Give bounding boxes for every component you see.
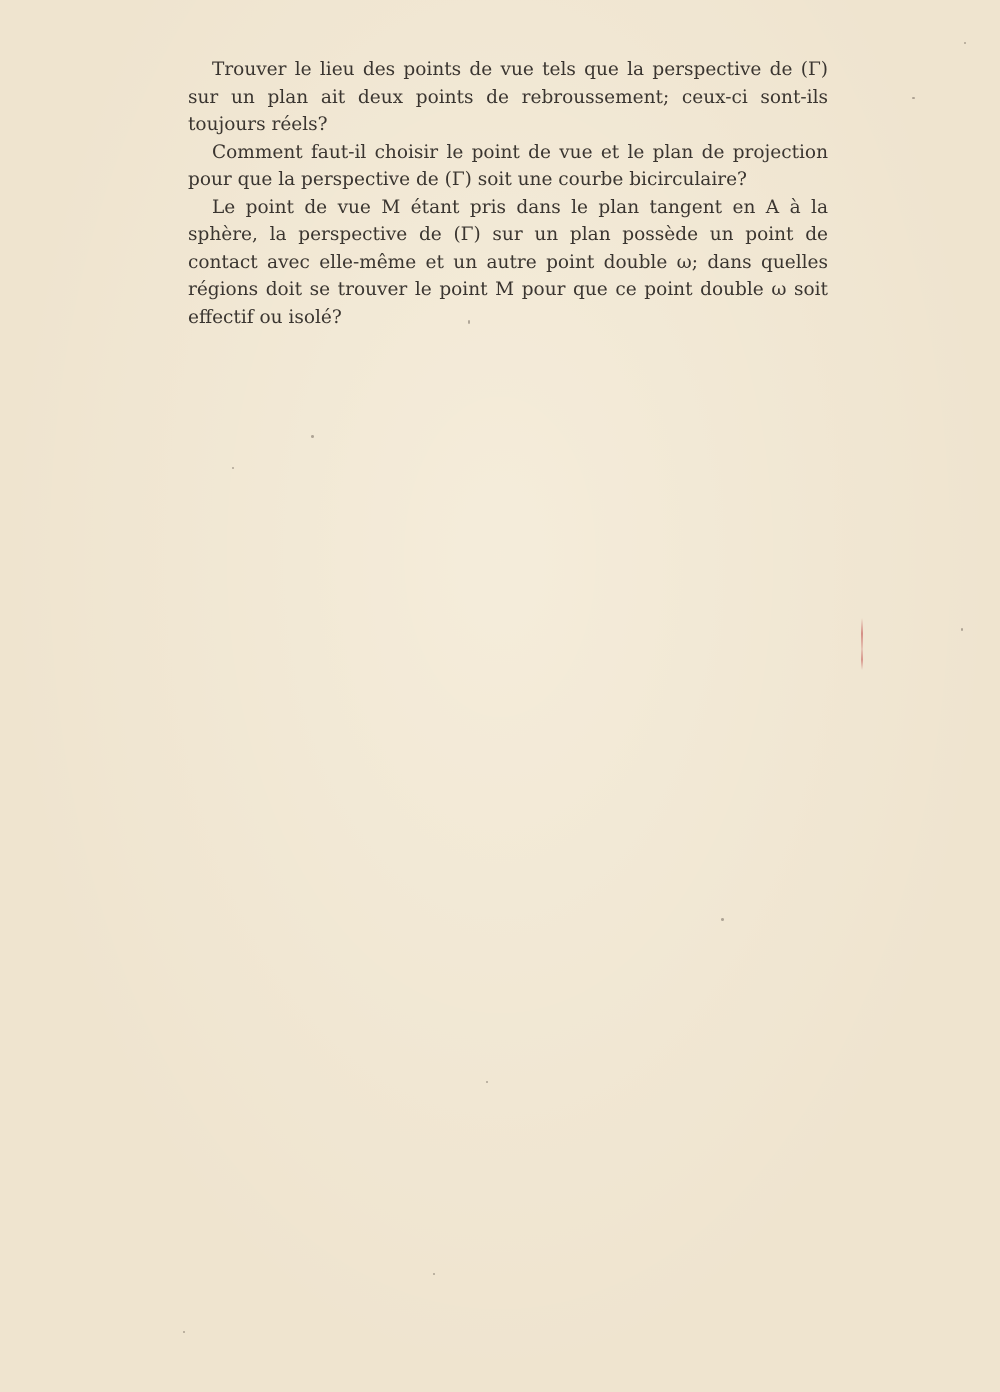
paper-speck [961,628,963,631]
paper-speck [311,435,314,438]
paper-speck [232,467,234,469]
paper-speck [964,42,966,44]
text-block [188,56,828,331]
paragraph-2: Comment faut-il choisir le point de vue et le plan de projection pour que la perspective de (Γ) soit une courbe bicirculaire? [188,141,828,190]
paper-speck [486,1081,488,1083]
margin-mark [861,618,863,670]
paper-speck [183,1331,185,1333]
paper-speck [433,1273,435,1275]
paper-speck [912,97,915,99]
bleed-through-text [190,310,830,1210]
paper-speck [468,320,470,324]
paragraph-3: Le point de vue M étant pris dans le plan tangent en A à la sphère, la perspective de (Γ) sur un plan possède un point de contact avec elle-même et un autre point double ω; dans quelles régions doit se trouver le point M pour que ce point double ω soit effectif ou isolé? [188,196,828,328]
paper-speck [721,918,724,921]
paragraph-1: Trouver le lieu des points de vue tels que la perspective de (Γ) sur un plan ait deux points de rebroussement; ceux-ci sont-ils toujours réels? [188,59,828,135]
